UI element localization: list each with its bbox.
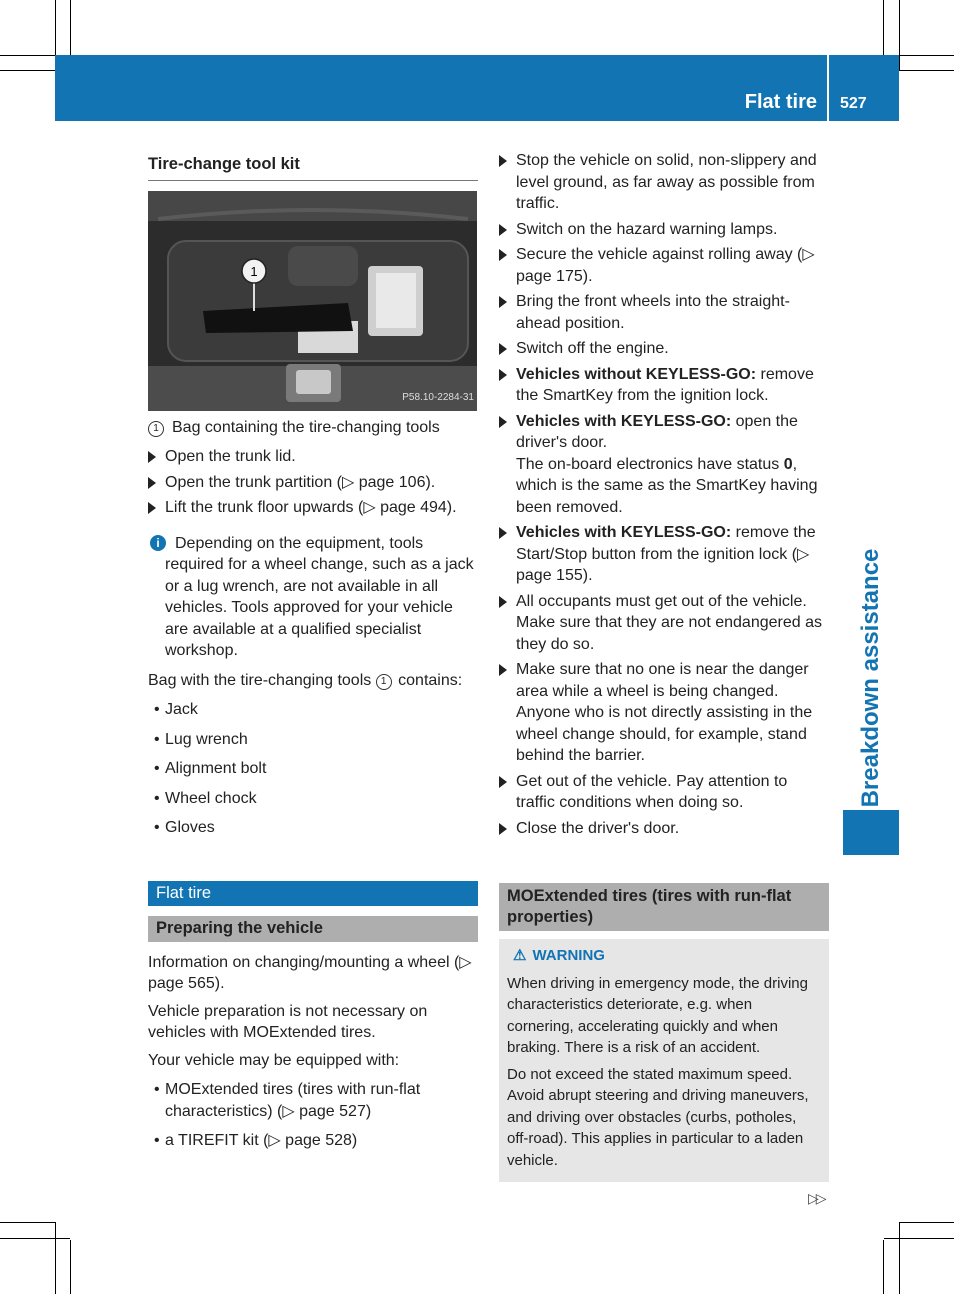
chapter-tab-marker [843,810,899,855]
step-arrow-icon [499,224,507,236]
list-item-text: a TIREFIT kit (▷ page 528) [165,1132,358,1149]
info-icon: i [150,535,166,551]
crop-mark [0,70,55,71]
list-item-text: Alignment bolt [165,760,267,777]
step-arrow-icon [499,664,507,676]
crop-mark [899,1222,900,1294]
crop-mark [883,0,884,55]
list-item [148,788,478,810]
step-arrow-icon [499,596,507,608]
crop-mark [884,1238,954,1239]
crop-mark [70,1240,71,1294]
step-item [499,219,829,241]
step-arrow-icon [499,369,507,381]
bullet-icon: • [154,819,160,836]
step-item [148,497,478,519]
step-text: Secure the vehicle against rolling away (▷ page 175). [516,246,815,285]
callout-number-icon: 1 [376,674,392,690]
step-arrow-icon [148,477,156,489]
step-item [499,591,829,656]
continue-arrows-icon: ▷▷ [808,1190,824,1206]
bag-contents-intro [148,670,478,692]
trunk-photo [148,191,477,411]
list-item [148,1130,478,1152]
bullet-icon: • [154,730,160,748]
page-number: 527 [840,95,867,112]
step-text: Stop the vehicle on solid, non-slippery and level ground, as far away as possible from traffic. [516,152,817,212]
step-arrow-icon [499,776,507,788]
step-arrow-icon [499,823,507,835]
step-arrow-icon [499,155,507,167]
step-arrow-icon [499,249,507,261]
caption-text: Bag containing the tire-changing tools [172,418,440,436]
step-item [499,364,829,407]
step-item [499,771,829,814]
crop-mark [899,0,900,70]
bullet-icon: • [154,1081,160,1098]
bullet-icon: • [154,701,160,718]
bag-intro-suffix: contains: [398,671,463,689]
step-item [499,659,829,767]
step-text: Open the trunk lid. [165,448,296,465]
bag-intro-text: Bag with the tire-changing tools [148,671,372,689]
step-item [148,446,478,468]
photo-reference-code: P58.10-2284-31 [402,392,474,403]
right-column [499,150,829,1182]
header-title: Flat tire [744,91,817,113]
step-text: open the driver's door. [516,412,798,451]
step-text: Lift the trunk floor upwards (▷ page 494). [165,499,457,516]
crop-mark [899,1222,954,1223]
list-item-text: Jack [165,701,198,718]
step-arrow-icon [499,416,507,428]
step-condition: Vehicles with KEYLESS-GO: [516,524,732,541]
step-text: Switch off the engine. [516,340,669,357]
crop-mark [55,1222,56,1294]
status-value: 0 [783,455,793,473]
paragraph: Information on changing/mounting a wheel (▷ page 565). [148,953,472,992]
warning-header [507,945,821,967]
chapter-side-label: Breakdown assistance [857,548,884,808]
step-text: Switch on the hazard warning lamps. [516,220,778,238]
trunk-photo-illustration [148,191,477,411]
step-item [499,291,829,334]
crop-mark [70,0,71,55]
step-item [499,411,829,519]
list-item-text: Gloves [165,819,215,836]
crop-mark [883,1240,884,1294]
subsection-heading-moextended: MOExtended tires (tires with run-flat properties) [499,883,829,931]
step-text: Close the driver's door. [516,819,680,837]
step-item [499,244,829,287]
paragraph: Vehicle preparation is not necessary on vehicles with MOExtended tires. [148,1002,428,1041]
photo-caption [148,417,478,439]
list-item [148,1079,478,1122]
step-text: Open the trunk partition (▷ page 106). [165,473,436,491]
step-text: Bring the front wheels into the straight-ahead position. [516,293,790,332]
step-text: Get out of the vehicle. Pay attention to traffic conditions when doing so. [516,772,788,811]
step-arrow-icon [148,451,156,463]
warning-text: When driving in emergency mode, the driving characteristics deteriorate, e.g. when cornering, accelerating quickly and when braking. There is a risk of an accident. [507,974,808,1056]
list-item [148,817,478,839]
step-text: remove the SmartKey from the ignition lock. [516,365,814,404]
warning-box [499,939,829,1182]
paragraph: Your vehicle may be equipped with: [148,1051,400,1069]
step-text: Make sure that no one is near the danger area while a wheel is being changed. Anyone who is not directly assisting in the wheel change should, for example, stand behind the barrier. [516,661,813,764]
crop-mark [899,55,954,56]
step-result-text: The on-board electronics have status [516,455,784,473]
info-note [148,533,478,662]
list-item [148,758,478,780]
subsection-heading-preparing: Preparing the vehicle [148,916,478,942]
step-text: remove the Start/Stop button from the ignition lock (▷ page 155). [516,524,816,584]
step-item [148,472,478,494]
step-arrow-icon [499,343,507,355]
step-text: All occupants must get out of the vehicle. Make sure that they are not endangered as they do so. [516,592,822,653]
section-heading-flat-tire: Flat tire [148,881,478,907]
step-arrow-icon [148,502,156,514]
warning-label: WARNING [532,947,605,964]
step-item [499,338,829,360]
crop-mark [0,1222,55,1223]
info-text: Depending on the equipment, tools required for a wheel change, such as a jack or a lug wrench, are not available in all vehicles. Tools approved for your vehicle are available at a qualified specialist workshop. [165,534,474,659]
callout-number-icon: 1 [148,421,164,437]
list-item [148,699,478,721]
page-header [55,55,899,121]
list-item-text: Lug wrench [165,730,248,748]
bullet-icon: • [154,789,160,807]
step-item [499,818,829,840]
list-item [148,729,478,751]
step-item [499,150,829,215]
step-condition: Vehicles without KEYLESS-GO: [516,365,757,383]
header-divider [827,55,829,121]
left-column [148,150,478,1156]
step-item [499,522,829,587]
list-item-text: Wheel chock [165,789,257,807]
list-item-text: MOExtended tires (tires with run-flat characteristics) (▷ page 527) [165,1081,421,1120]
step-arrow-icon [499,527,507,539]
bullet-icon: • [154,1132,160,1149]
step-arrow-icon [499,296,507,308]
photo-callout-number: 1 [250,263,258,279]
bullet-icon: • [154,760,160,777]
section-title-tool-kit: Tire-change tool kit [148,154,478,181]
crop-mark [0,1238,70,1239]
warning-text: Do not exceed the stated maximum speed. Avoid abrupt steering and driving maneuvers, and driving over obstacles (curbs, potholes, off-road). This applies in particular to a laden vehicle. [507,1065,809,1169]
step-result-text: , which is the same as the SmartKey having been removed. [516,455,818,516]
warning-triangle-icon: ⚠ [513,947,527,964]
step-condition: Vehicles with KEYLESS-GO: [516,412,732,430]
